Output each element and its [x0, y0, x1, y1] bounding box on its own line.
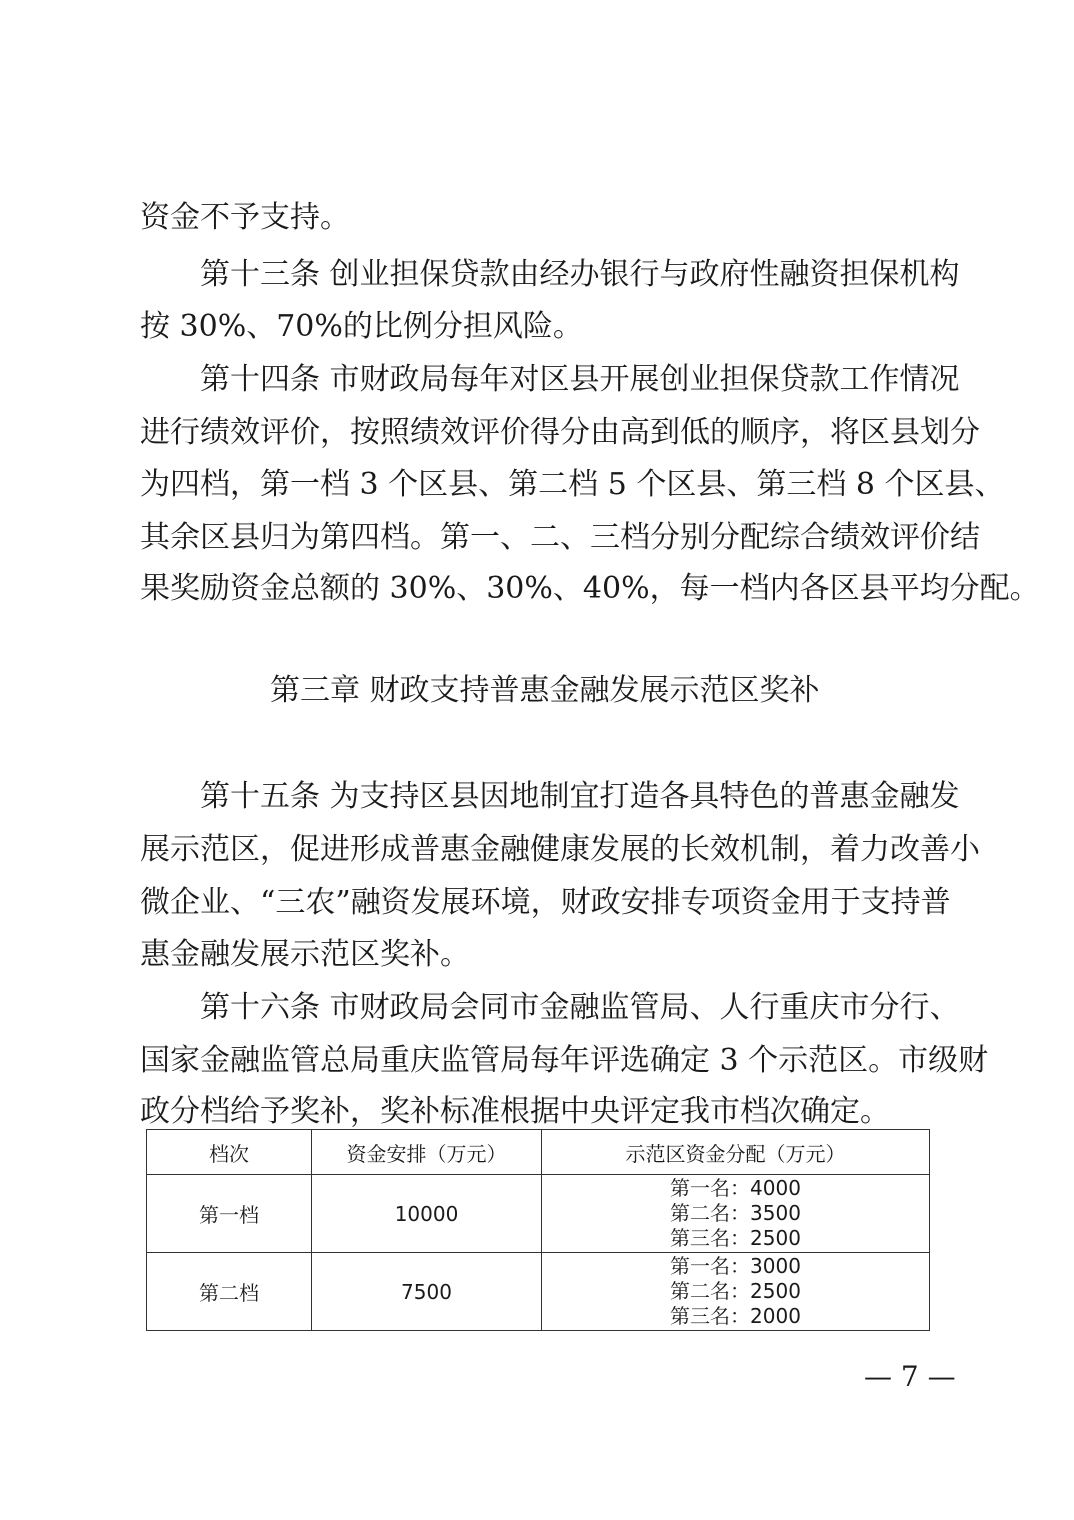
distribution-cell — [542, 1175, 930, 1253]
table-header-cell: 档次 — [147, 1130, 312, 1175]
paragraph-line: 资金不予支持。 — [140, 200, 350, 235]
paragraph-line: 国家金融监管总局重庆监管局每年评选确定 3 个示范区。市级财 — [140, 1043, 989, 1078]
page-number: — 7 — — [864, 1360, 956, 1393]
tier-cell: 第二档 — [147, 1253, 312, 1331]
table-header-cell: 资金安排（万元） — [312, 1130, 542, 1175]
table-row — [147, 1175, 930, 1253]
distribution-item: 第二名：2500 — [670, 1279, 801, 1303]
table-row — [147, 1253, 930, 1331]
paragraph-line: 展示范区，促进形成普惠金融健康发展的长效机制，着力改善小 — [140, 832, 980, 867]
paragraph-line: 为四档，第一档 3 个区县、第二档 5 个区县、第三档 8 个区县、 — [140, 467, 1005, 502]
distribution-cell — [542, 1253, 930, 1331]
distribution-item: 第三名：2500 — [670, 1226, 801, 1250]
distribution-item: 第一名：4000 — [670, 1176, 801, 1200]
funding-cell: 10000 — [312, 1175, 542, 1253]
distribution-item: 第二名：3500 — [670, 1201, 801, 1225]
distribution-item: 第三名：2000 — [670, 1304, 801, 1328]
table-header-cell: 示范区资金分配（万元） — [542, 1130, 930, 1175]
paragraph-line: 其余区县归为第四档。第一、二、三档分别分配综合绩效评价结 — [140, 520, 980, 555]
article-13-line: 第十三条 创业担保贷款由经办银行与政府性融资担保机构 — [200, 257, 960, 292]
paragraph-line: 惠金融发展示范区奖补。 — [140, 937, 470, 972]
article-14-line: 第十四条 市财政局每年对区县开展创业担保贷款工作情况 — [200, 362, 960, 397]
paragraph-line: 果奖励资金总额的 30%、30%、40%，每一档内各区县平均分配。 — [140, 571, 1040, 606]
paragraph-line: 按 30%、70%的比例分担风险。 — [140, 309, 583, 344]
tier-cell: 第一档 — [147, 1175, 312, 1253]
article-16-line: 第十六条 市财政局会同市金融监管局、人行重庆市分行、 — [200, 990, 960, 1025]
paragraph-line: 政分档给予奖补，奖补标准根据中央评定我市档次确定。 — [140, 1094, 890, 1129]
funding-cell: 7500 — [312, 1253, 542, 1331]
article-15-line: 第十五条 为支持区县因地制宜打造各具特色的普惠金融发 — [200, 779, 960, 814]
table-header-row — [147, 1130, 930, 1175]
paragraph-line: 微企业、“三农”融资发展环境，财政安排专项资金用于支持普 — [140, 885, 951, 920]
paragraph-line: 进行绩效评价，按照绩效评价得分由高到低的顺序，将区县划分 — [140, 415, 980, 450]
distribution-item: 第一名：3000 — [670, 1254, 801, 1278]
funding-table — [146, 1129, 930, 1331]
chapter-title: 第三章 财政支持普惠金融发展示范区奖补 — [270, 673, 820, 708]
